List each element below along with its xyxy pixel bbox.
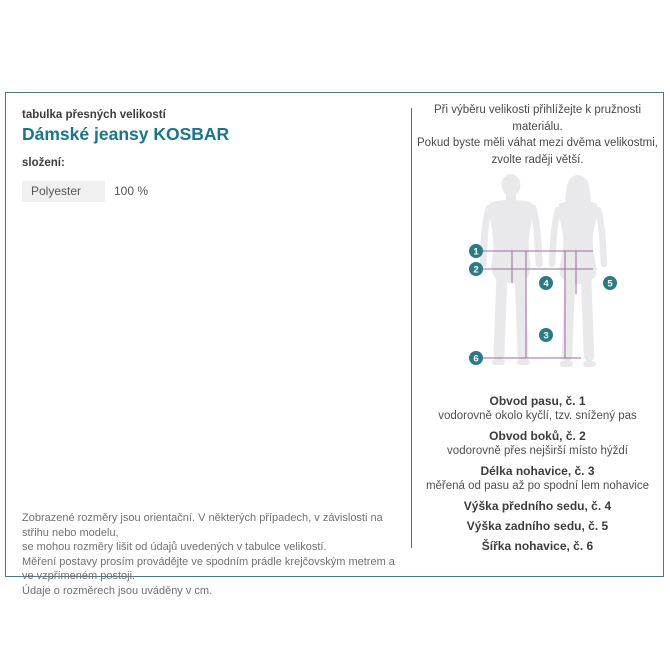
measurement-item [412,394,663,424]
measurement-desc: měřená od pasu až po spodní lem nohavice [425,480,650,492]
note-line: Při výběru velikosti přihlížejte k pružnosti materiálu. [433,104,642,133]
disclaimer-line: se mohou rozměry lišit od údajů uvedených v tabulce velikostí. [22,541,327,553]
disclaimer-line: Zobrazené rozměry jsou orientační. V některých případech, v závislosti na střihu nebo modelu, [22,512,383,539]
measurement-item [412,464,663,494]
measurement-legend [412,390,663,559]
measurement-desc: vodorovně přes nejširší místo hýždí [447,445,628,457]
product-title: Dámské jeansy KOSBAR [22,124,230,144]
marker-4: 4 [543,278,549,290]
note-line: zvolte raději větší. [491,153,584,166]
disclaimer-text [22,511,402,598]
measurement-item [412,519,663,534]
measurement-title: Šířka nohavice, č. 6 [481,539,594,553]
measurement-title: Výška zadního sedu, č. 5 [466,519,609,533]
measurement-title: Obvod boků, č. 2 [489,429,586,443]
size-chart-panel [5,92,664,597]
measurement-item [412,539,663,554]
disclaimer-line: Měření postavy prosím provádějte ve spodním prádle krejčovským metrem a ve vzpřímeném postoji. [22,555,395,582]
measurement-title: Výška předního sedu, č. 4 [463,499,612,513]
measurement-title: Obvod pasu, č. 1 [489,394,586,408]
panel-kicker: tabulka přesných velikostí [22,109,166,121]
body-silhouette-back [552,175,604,367]
measurement-title: Délka nohavice, č. 3 [480,464,595,478]
composition-material: Polyester [22,181,105,202]
marker-6: 6 [473,353,479,365]
marker-5: 5 [607,278,613,290]
elasticity-note [412,102,663,168]
measurement-diagram [456,166,636,376]
marker-3: 3 [543,330,549,342]
marker-1: 1 [473,246,479,258]
measurement-item [412,499,663,514]
note-line: Pokud byste měli váhat mezi dvěma velikostmi, [417,137,658,149]
composition-label: složení: [22,157,65,169]
composition-percent: 100 % [114,184,149,198]
measurement-item [412,429,663,459]
disclaimer-line: Údaje o rozměrech jsou uváděny v cm. [22,584,213,597]
measurement-desc: vodorovně okolo kyčlí, tzv. snížený pas [438,410,637,422]
marker-2: 2 [473,264,479,276]
